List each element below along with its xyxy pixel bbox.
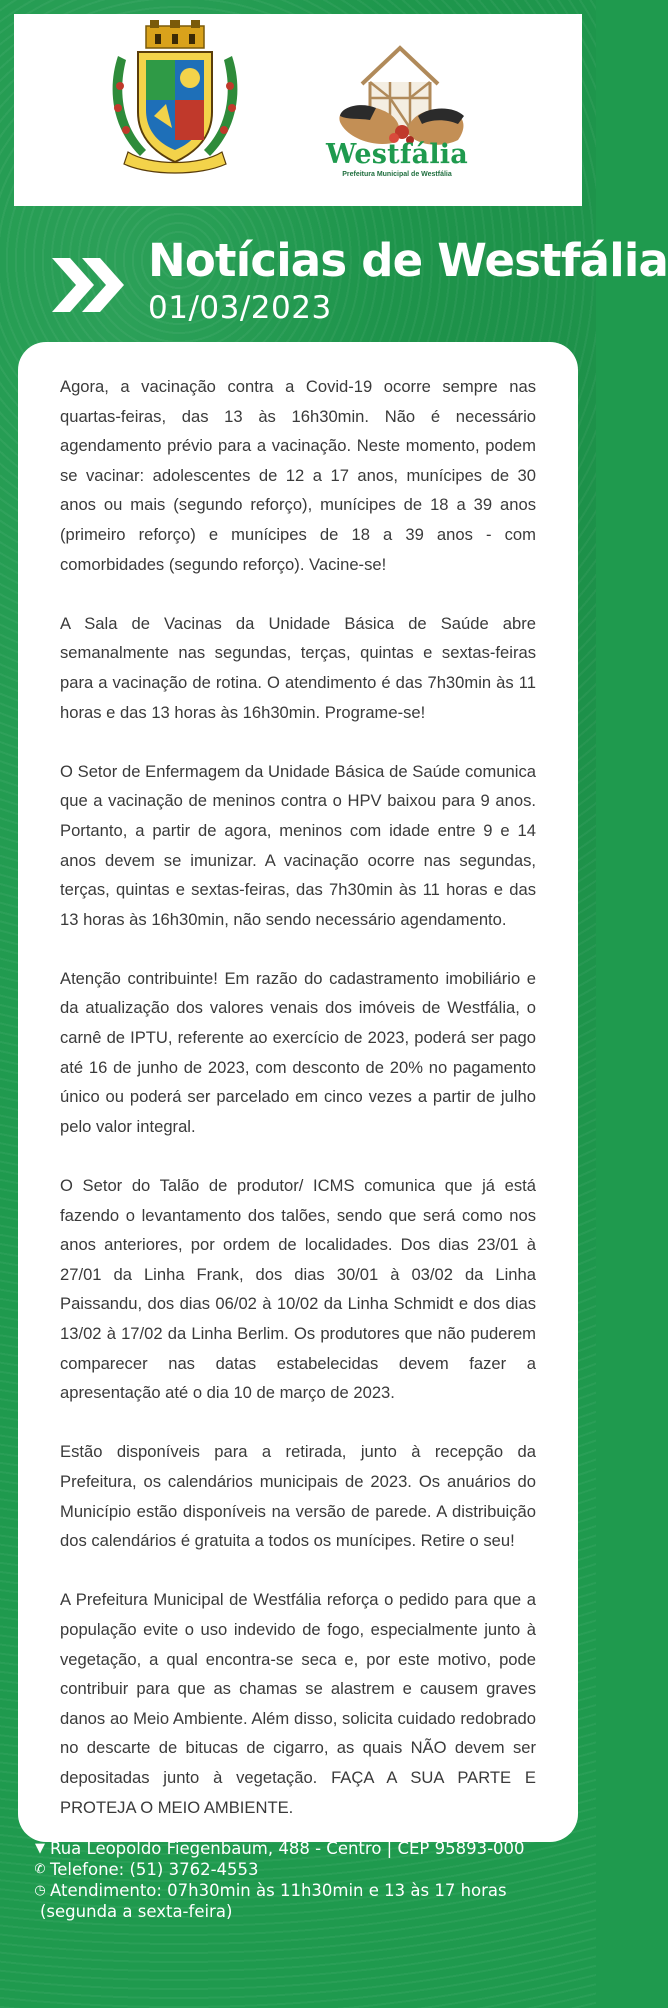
footer-hours-days: (segunda a sexta-feira) [40, 1902, 233, 1921]
article-paragraph: A Sala de Vacinas da Unidade Básica de Saúde abre semanalmente nas segundas, terças, quintas e sextas-feiras para a vacinação de rotina. O atendimento é das 7h30min às 11 horas e das 13 horas às 16h30min. Programe-se! [60, 613, 536, 722]
footer-phone-row [30, 1859, 580, 1880]
location-pin-icon: ▼ [35, 1841, 45, 1856]
article-paragraph: Atenção contribuinte! Em razão do cadastramento imobiliário e da atualização dos valores venais dos imóveis de Westfália, o carnê de IPTU, referente ao exercício de 2023, poderá ser pago até 16 de junho de 2023, com desconto de 20% no pagamento único ou poderá ser parcelado em cinco vezes a partir de julho pelo valor integral. [60, 968, 536, 1136]
article-paragraph: O Setor do Talão de produtor/ ICMS comunica que já está fazendo o levantamento dos talões, sendo que será como nos anos anteriores, por ordem de localidades. Dos dias 23/01 à 27/01 da Linha Frank, dos dias 30/01 à 03/02 da Linha Paissandu, dos dias 06/02 à 10/02 da Linha Schmidt e dos dias 13/02 à 17/02 da Linha Berlim. Os produtores que não puderem comparecer nas datas estabelecidas devem fazer a apresentação até o dia 10 de março de 2023. [60, 1176, 536, 1403]
brand-subtitle: Prefeitura Municipal de Westfália [342, 171, 452, 178]
brand-name: Westfália [326, 139, 468, 170]
footer-address-row [30, 1838, 580, 1859]
footer-address: Rua Leopoldo Fiegenbaum, 488 - Centro | CEP 95893-000 [50, 1839, 525, 1858]
article-paragraph: O Setor de Enfermagem da Unidade Básica de Saúde comunica que a vacinação de meninos contra o HPV baixou para 9 anos. Portanto, a partir de agora, meninos com idade entre 9 e 14 anos devem se imunizar. A vacinação ocorre nas segundas, terças, quintas e sextas-feiras, das 7h30min às 11 horas e das 13 horas às 16h30min, não sendo necessário agendamento. [60, 761, 536, 929]
footer-hours-row [30, 1880, 580, 1901]
phone-icon: ✆ [34, 1862, 46, 1877]
article-paragraph: Agora, a vacinação contra a Covid-19 ocorre sempre nas quartas-feiras, das 13 às 16h30min. Não é necessário agendamento prévio para a vacinação. Neste momento, podem se vacinar: adolescentes de 12 a 17 anos, munícipes de 30 anos ou mais (segundo reforço), munícipes de 18 a 39 anos (primeiro reforço) e munícipes de 18 a 39 anos - com comorbidades (segundo reforço). Vacine-se! [60, 377, 536, 574]
article-body [60, 372, 536, 1852]
footer-hours: Atendimento: 07h30min às 11h30min e 13 às 17 horas [50, 1881, 507, 1900]
double-chevron-right-icon [48, 250, 128, 320]
municipal-coat-of-arms-icon [100, 16, 250, 176]
footer-contact [30, 1838, 580, 1922]
page-title: Notícias de Westfália [148, 234, 668, 287]
publication-date: 01/03/2023 [148, 290, 332, 326]
article-paragraph: A Prefeitura Municipal de Westfália reforça o pedido para que a população evite o uso indevido de fogo, especialmente junto à vegetação, a qual encontra-se seca e, por este motivo, pode contribuir para que as chamas se alastrem e causem graves danos ao Meio Ambiente. Além disso, solicita cuidado redobrado no descarte de bitucas de cigarro, as quais NÃO devem ser depositadas junto à vegetação. FAÇA A SUA PARTE E PROTEJA O MEIO AMBIENTE. [60, 1590, 536, 1817]
footer-phone: Telefone: (51) 3762-4553 [50, 1860, 259, 1879]
article-paragraph: Estão disponíveis para a retirada, junto à recepção da Prefeitura, os calendários municipais de 2023. Os anuários do Município estão disponíveis na versão de parede. A distribuição dos calendários é gratuita a todos os munícipes. Retire o seu! [60, 1442, 536, 1551]
clock-icon: ◷ [34, 1883, 46, 1898]
